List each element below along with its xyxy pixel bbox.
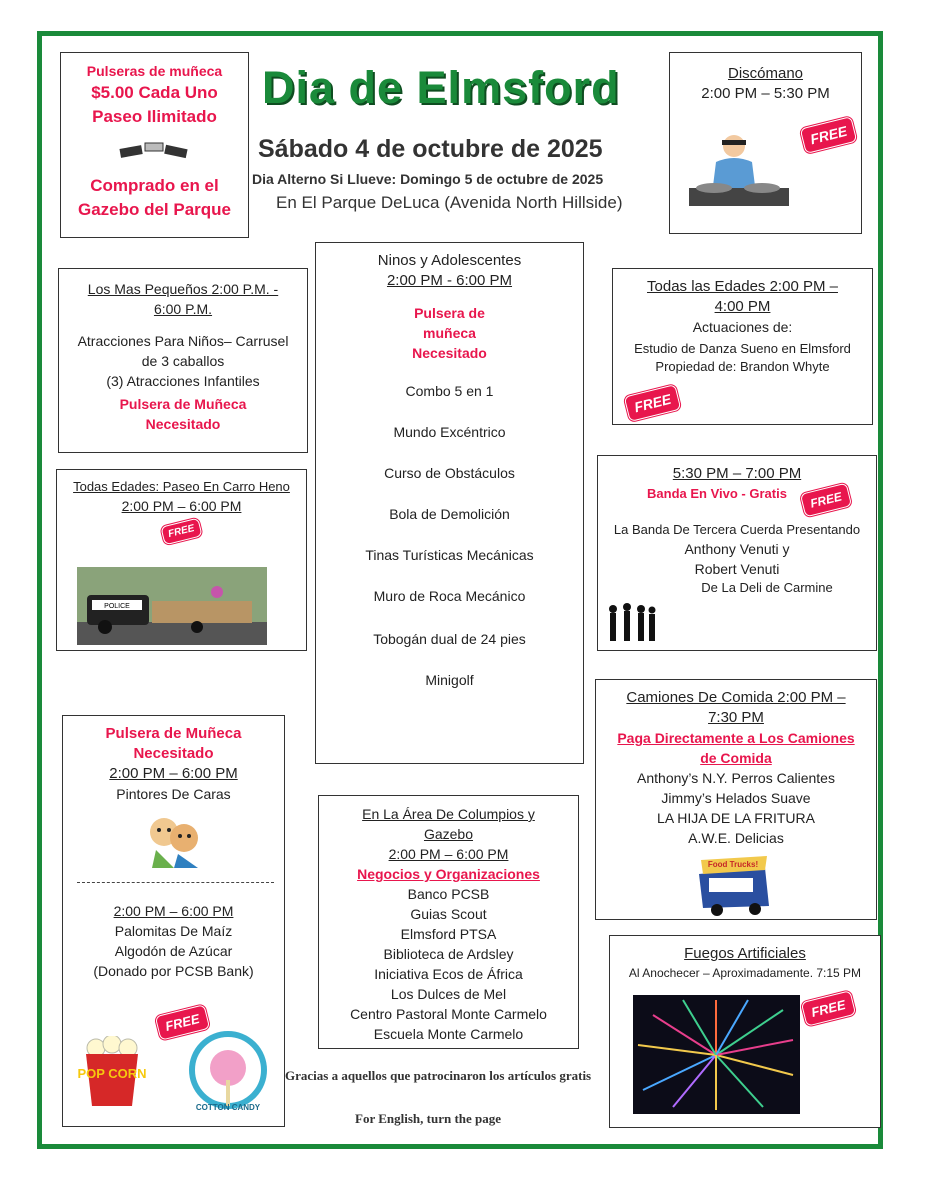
- popcorn-free-badge: FREE: [158, 1008, 206, 1037]
- food-truck-label: Food Trucks!: [707, 860, 759, 869]
- kids-time: 2:00 PM - 6:00 PM: [386, 272, 513, 289]
- band-time: 5:30 PM – 7:00 PM: [672, 465, 802, 482]
- little-title2: 6:00 P.M.: [153, 301, 213, 317]
- band-line2: Anthony Venuti y: [684, 541, 790, 557]
- allages-line2: Estudio de Danza Sueno en Elmsford: [634, 341, 851, 356]
- little-kids-box: [58, 268, 308, 453]
- band-free-badge: FREE: [803, 486, 848, 514]
- dj-time: 2:00 PM – 5:30 PM: [701, 85, 830, 102]
- face-painting-box: [62, 715, 285, 1127]
- face-time: 2:00 PM – 6:00 PM: [109, 765, 238, 782]
- little-item1: Atracciones Para Niños– Carrusel: [77, 333, 289, 349]
- popcorn-icon: [76, 1036, 156, 1108]
- vendor-item: LA HIJA DE LA FRITURA: [657, 810, 815, 826]
- face-req2: Necesitado: [133, 745, 214, 762]
- wristband-line1: Pulseras de muñeca: [86, 63, 223, 79]
- food-sub1: Paga Directamente a Los Camiones: [617, 730, 855, 746]
- vendor-item: A.W.E. Delicias: [688, 830, 784, 846]
- dj-icon: [684, 128, 794, 218]
- swings-sub: Negocios y Organizaciones: [357, 866, 540, 882]
- band-box: [597, 455, 877, 651]
- kids-req2: muñeca: [423, 325, 476, 341]
- page-title: Dia de Elmsford: [262, 62, 620, 113]
- wristband-gazebo: Gazebo del Parque: [77, 200, 232, 219]
- face-item: Pintores De Caras: [116, 786, 231, 802]
- allages-title1: Todas las Edades 2:00 PM –: [647, 278, 838, 295]
- popcorn-label: POP CORN: [77, 1066, 147, 1081]
- fireworks-free-badge: FREE: [804, 994, 852, 1023]
- face-req1: Pulsera de Muñeca: [105, 725, 242, 742]
- wristband-unlimited: Paseo Ilimitado: [92, 107, 217, 126]
- all-ages-box: [612, 268, 873, 425]
- ride-item: Tobogán dual de 24 pies: [373, 631, 526, 647]
- ride-item: Combo 5 en 1: [405, 383, 494, 399]
- wristband-purchase: Comprado en el: [90, 176, 219, 195]
- org-item: Guias Scout: [410, 906, 487, 922]
- food-title2: 7:30 PM: [708, 709, 764, 726]
- band-silhouette-icon: [605, 601, 657, 643]
- fireworks-time: Al Anochecer – Aproximadamente. 7:15 PM: [628, 966, 862, 980]
- cotton-candy-icon: [183, 1030, 273, 1112]
- alternate-date: Dia Alterno Si Llueve: Domingo 5 de octubre de 2025: [252, 171, 604, 187]
- org-item: Banco PCSB: [407, 886, 490, 902]
- divider: [77, 882, 274, 883]
- hayride-time: 2:00 PM – 6:00 PM: [121, 498, 242, 514]
- hayride-free-badge: FREE: [164, 521, 199, 542]
- sponsor-thanks: Gracias a aquellos que patrocinaron los artículos gratis: [285, 1068, 592, 1083]
- little-req2: Necesitado: [145, 416, 221, 432]
- cotton-label: COTTON CANDY: [195, 1103, 261, 1112]
- hayride-box: [56, 469, 307, 651]
- ride-item: Curso de Obstáculos: [384, 465, 515, 481]
- food-title1: Camiones De Comida 2:00 PM –: [626, 689, 846, 706]
- vendor-item: Jimmy’s Helados Suave: [661, 790, 811, 806]
- little-item3: (3) Atracciones Infantiles: [106, 373, 260, 389]
- popcorn-item: Palomitas De Maíz: [114, 923, 233, 939]
- kids-teens-box: [315, 242, 584, 764]
- dj-free-badge: FREE: [803, 120, 854, 151]
- wristband-icon: [115, 135, 195, 165]
- swings-gazebo-box: [318, 795, 579, 1049]
- food-sub2: de Comida: [700, 750, 772, 766]
- kids-req1: Pulsera de: [414, 305, 485, 321]
- org-item: Los Dulces de Mel: [390, 986, 507, 1002]
- ride-item: Muro de Roca Mecánico: [373, 588, 526, 604]
- food-truck-icon: [695, 854, 777, 918]
- dj-title: Discómano: [727, 65, 804, 82]
- band-sub: Banda En Vivo - Gratis: [647, 486, 787, 501]
- english-note: For English, turn the page: [355, 1111, 502, 1126]
- fireworks-image: [633, 995, 800, 1114]
- kids-req3: Necesitado: [412, 345, 487, 361]
- ride-item: Minigolf: [425, 672, 474, 688]
- cotton-item: Algodón de Azúcar: [114, 943, 233, 959]
- hayride-title: Todas Edades: Paseo En Carro Heno: [73, 479, 290, 494]
- org-item: Centro Pastoral Monte Carmelo: [350, 1006, 547, 1022]
- allages-line1: Actuaciones de:: [692, 319, 793, 335]
- police-label: POLICE: [104, 603, 130, 610]
- little-title1: Los Mas Pequeños 2:00 P.M. -: [87, 281, 279, 297]
- hayride-photo: [77, 567, 267, 645]
- ride-item: Bola de Demolición: [389, 506, 510, 522]
- little-req1: Pulsera de Muñeca: [119, 396, 247, 412]
- donor-note: (Donado por PCSB Bank): [93, 963, 254, 979]
- allages-title2: 4:00 PM: [714, 298, 771, 315]
- event-date: Sábado 4 de octubre de 2025: [258, 135, 603, 163]
- org-item: Escuela Monte Carmelo: [373, 1026, 524, 1042]
- event-location: En El Parque DeLuca (Avenida North Hillside): [276, 193, 623, 212]
- org-item: Biblioteca de Ardsley: [383, 946, 514, 962]
- org-item: Elmsford PTSA: [400, 926, 497, 942]
- swings-title1: En La Área De Columpios y: [362, 806, 535, 822]
- allages-line3: Propiedad de: Brandon Whyte: [655, 359, 830, 374]
- allages-free-badge: FREE: [627, 388, 678, 419]
- band-line4: De La Deli de Carmine: [701, 580, 833, 595]
- band-line3: Robert Venuti: [694, 561, 780, 577]
- food-trucks-box: [595, 679, 877, 920]
- dj-box: [669, 52, 862, 234]
- ride-item: Mundo Excéntrico: [393, 424, 506, 440]
- fireworks-title: Fuegos Artificiales: [684, 945, 806, 962]
- wristband-box: [60, 52, 249, 238]
- swings-time: 2:00 PM – 6:00 PM: [388, 846, 509, 862]
- fireworks-box: [609, 935, 881, 1128]
- vendor-item: Anthony’s N.Y. Perros Calientes: [637, 770, 835, 786]
- wristband-price: $5.00 Cada Uno: [91, 83, 218, 102]
- ride-item: Tinas Turísticas Mecánicas: [365, 547, 534, 563]
- org-item: Iniciativa Ecos de África: [374, 966, 523, 982]
- swings-title2: Gazebo: [423, 826, 474, 842]
- popcorn-time: 2:00 PM – 6:00 PM: [113, 903, 234, 919]
- face-painting-icon: [144, 810, 204, 868]
- little-item2: de 3 caballos: [141, 353, 225, 369]
- kids-title: Ninos y Adolescentes: [377, 252, 522, 269]
- band-line1: La Banda De Tercera Cuerda Presentando: [613, 522, 861, 537]
